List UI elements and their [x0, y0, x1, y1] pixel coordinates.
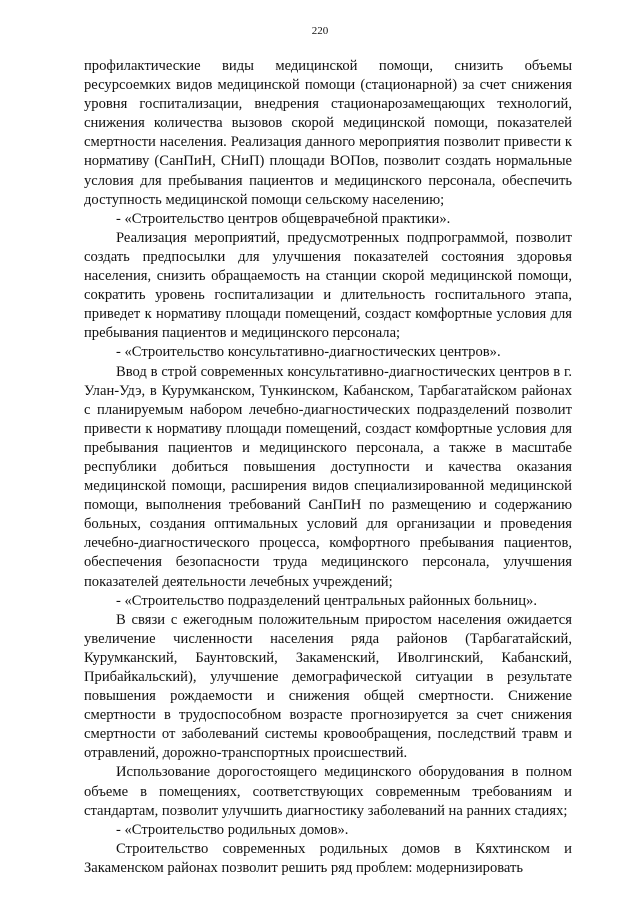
bullet-general-practice-centers: - «Строительство центров общеврачебной практики».	[116, 210, 451, 227]
bullet-maternity-homes: - «Строительство родильных домов».	[116, 821, 349, 838]
paragraph-maternity-homes: Строительство современных родильных домов в Кяхтинском и Закаменском районах позволит решить ряд проблем: модернизировать	[84, 840, 572, 876]
bullet-district-hospitals: - «Строительство подразделений центральных районных больниц».	[116, 592, 537, 609]
bullet-diagnostic-centers: - «Строительство консультативно-диагностических центров».	[116, 344, 501, 361]
paragraph-subprogram-results: Реализация мероприятий, предусмотренных подпрограммой, позволит создать предпосылки для улучшения показателей состояния здоровья населения, снизить обращаемость на станции скорой медицинской помощи, сократить уровень госпитализации и длительность госпитального этапа, приведет к нормативу площади помещений, создаст комфортные условия для пребывания пациентов и медицинского персонала;	[84, 229, 572, 342]
document-body	[84, 57, 572, 878]
paragraph-diagnostic-centers: Ввод в строй современных консультативно-диагностических центров в г. Улан-Удэ, в Курумканском, Тункинском, Кабанском, Тарбагатайском районах с планируемым набором лечебно-диагностических подразделений позволит привести к нормативу площади помещений, создаст комфортные условия для пребывания пациентов и медицинского персонала, а также в масштабе республики добиться повышения доступности и качества оказания медицинской помощи, расширения видов специализированной медицинской помощи, выполнения требований СанПиН по размещению и содержанию больных, создания оптимальных условий для организации и проведения лечебно-диагностического процесса, комфортного пребывания пациентов, обеспечения безопасности труда медицинского персонала, улучшения показателей деятельности лечебных учреждений;	[84, 363, 572, 590]
page-number: 220	[311, 25, 329, 37]
paragraph-equipment-usage: Использование дорогостоящего медицинского оборудования в полном объеме в помещениях, соответствующих современным требованиям и стандартам, позволит улучшить диагностику заболеваний на ранних стадиях;	[84, 764, 572, 819]
paragraph-population-growth: В связи с ежегодным положительным приростом населения ожидается увеличение численности населения ряда районов (Тарбагатайский, Курумканский, Баунтовский, Закаменский, Иволгинский, Кабанский, Прибайкальский), улучшение демографической ситуации в результате повышения рождаемости и снижения общей смертности. Снижение смертности в трудоспособном возрасте прогнозируется за счет снижения смертности от заболеваний системы кровообращения, последствий травм и отравлений, дорожно-транспортных происшествий.	[84, 611, 572, 762]
paragraph-preventive-care: профилактические виды медицинской помощи, снизить объемы ресурсоемких видов медицинской помощи (стационарной) за счет снижения уровня госпитализации, внедрения стационарозамещающих технологий, снижения количества вызовов скорой медицинской помощи, показателей смертности населения. Реализация данного мероприятия позволит привести к нормативу (СанПиН, СНиП) площади ВОПов, позволит создать нормальные условия для пребывания пациентов и медицинского персонала, обеспечить доступность медицинской помощи сельскому населению;	[84, 58, 572, 208]
